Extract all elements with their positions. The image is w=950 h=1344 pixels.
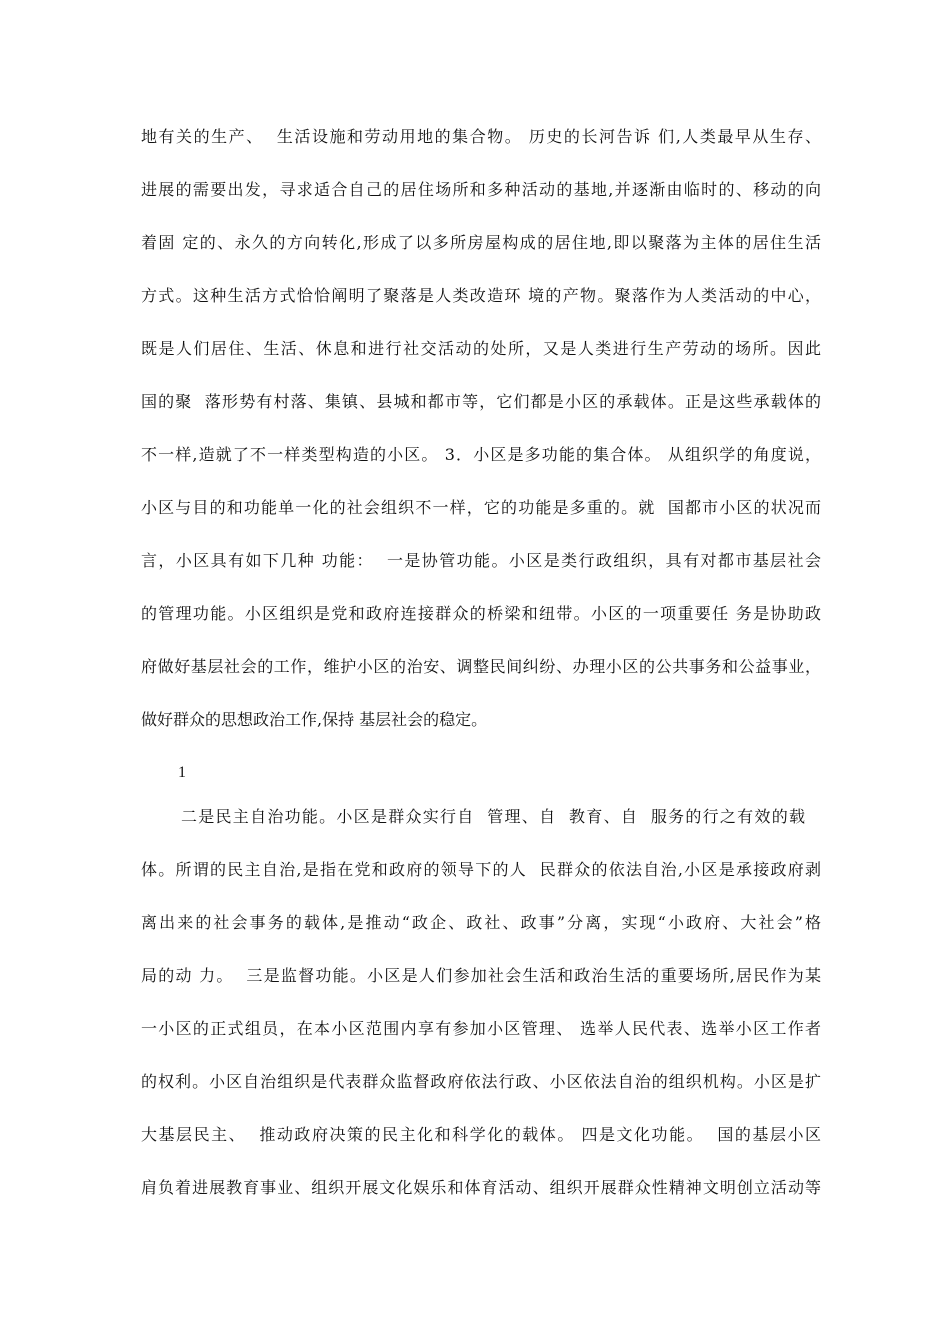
text-line: 地有关的生产、 生活设施和劳动用地的集合物。 历史的长河告诉 们,人类最早从生存、 bbox=[141, 127, 821, 146]
text-line: 肩负着进展教育事业、组织开展文化娱乐和体育活动、组织开展群众性精神文明创立活动等 bbox=[141, 1178, 821, 1197]
text-line: 方式。这种生活方式恰恰阐明了聚落是人类改造环 境的产物。聚落作为人类活动的中心， bbox=[141, 286, 821, 305]
text-line: 着固 定的、永久的方向转化,形成了以多所房屋构成的居住地,即以聚落为主体的居住生活 bbox=[141, 233, 821, 252]
text-line: 大基层民主、 推动政府决策的民主化和科学化的载体。 四是文化功能。 国的基层小区 bbox=[141, 1125, 821, 1144]
text-line: 一小区的正式组员，在本小区范围内享有参加小区管理、 选举人民代表、选举小区工作者 bbox=[141, 1019, 821, 1038]
text-line: 言，小区具有如下几种 功能： 一是协管功能。小区是类行政组织，具有对都市基层社会 bbox=[141, 551, 821, 570]
text-line: 的管理功能。小区组织是党和政府连接群众的桥梁和纽带。小区的一项重要任 务是协助政 bbox=[141, 604, 821, 623]
text-line: 不一样,造就了不一样类型构造的小区。 3．小区是多功能的集合体。 从组织学的角度说， bbox=[141, 445, 821, 464]
text-line: 府做好基层社会的工作，维护小区的治安、调整民间纠纷、办理小区的公共事务和公益事业， bbox=[141, 657, 821, 676]
text-line: 既是人们居住、生活、休息和进行社交活动的处所，又是人类进行生产劳动的场所。因此 bbox=[141, 339, 821, 358]
text-line: 体。所谓的民主自治,是指在党和政府的领导下的人 民群众的依法自治,小区是承接政府剥 bbox=[141, 860, 821, 879]
text-line: 进展的需要出发，寻求适合自己的居住场所和多种活动的基地,并逐渐由临时的、移动的向 bbox=[141, 180, 821, 199]
page-number: 1 bbox=[178, 764, 186, 781]
text-line: 做好群众的思想政治工作,保持 基层社会的稳定。 bbox=[141, 710, 488, 729]
text-line: 国的聚 落形势有村落、集镇、县城和都市等，它们都是小区的承载体。正是这些承载体的 bbox=[141, 392, 821, 411]
text-line: 小区与目的和功能单一化的社会组织不一样，它的功能是多重的。就 国都市小区的状况而 bbox=[141, 498, 821, 517]
text-line: 的权利。小区自治组织是代表群众监督政府依法行政、小区依法自治的组织机构。小区是扩 bbox=[141, 1072, 821, 1091]
text-line: 局的动 力。 三是监督功能。小区是人们参加社会生活和政治生活的重要场所,居民作为某 bbox=[141, 966, 821, 985]
text-line: 二是民主自治功能。小区是群众实行自 管理、自 教育、自 服务的行之有效的载 bbox=[181, 807, 805, 826]
text-line: 离出来的社会事务的载体,是推动“政企、政社、政事”分离，实现“小政府、大社会”格 bbox=[141, 913, 821, 932]
